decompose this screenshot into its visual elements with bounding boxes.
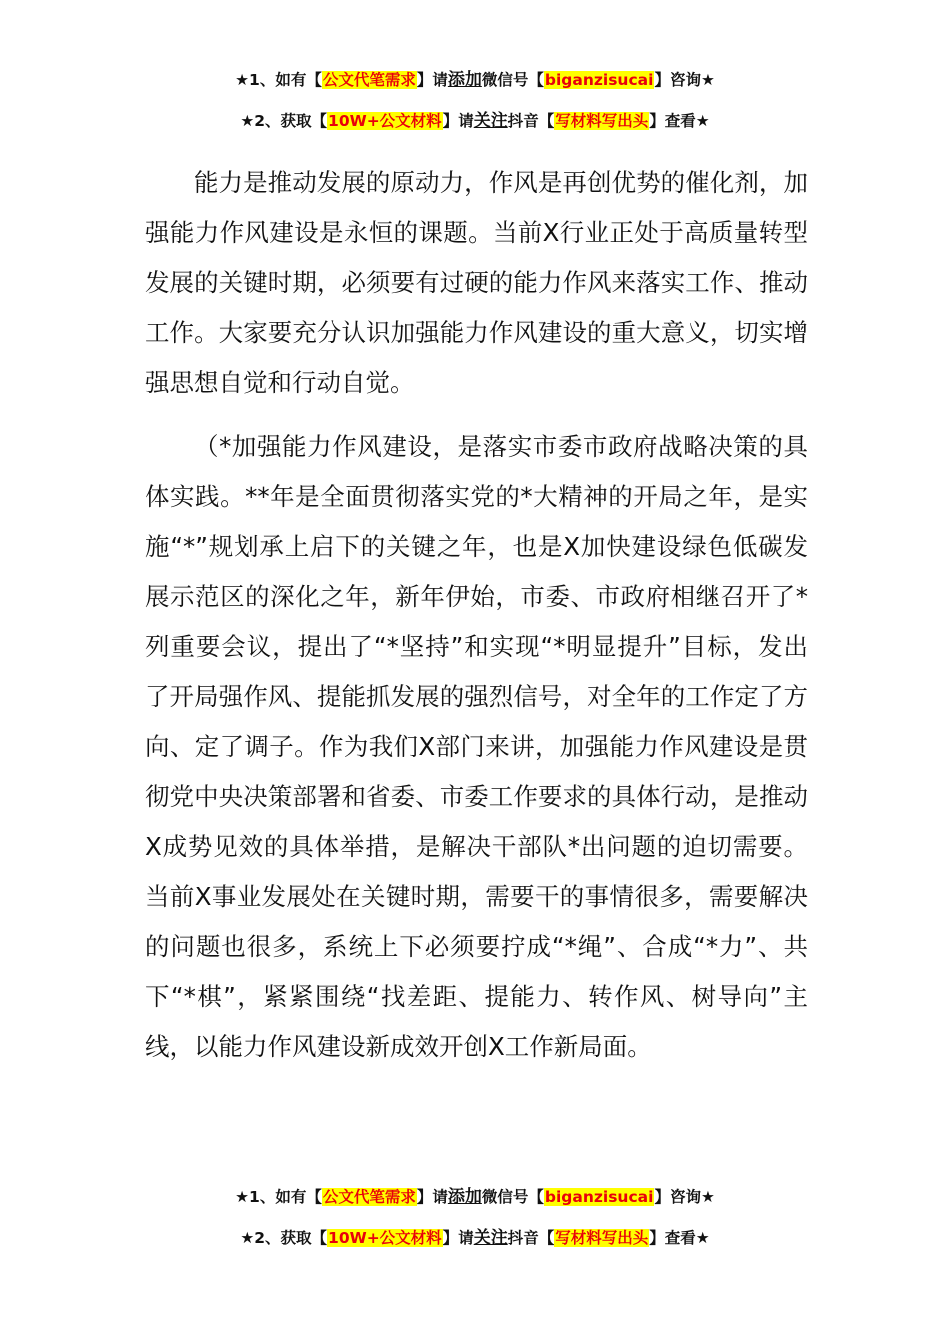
header-promo-line-2	[0, 110, 950, 132]
promo-text: 微信号【	[481, 1188, 544, 1206]
promo-highlight-douyin-account: 写材料写出头	[555, 112, 649, 130]
promo-text: 微信号【	[481, 71, 544, 89]
promo-highlight-service: 公文代笔需求	[322, 1188, 416, 1206]
promo-text: 抖音【	[507, 1229, 555, 1247]
promo-underlined-action: 关注	[473, 1228, 508, 1248]
footer-promo-line-1	[0, 1186, 950, 1208]
promo-underlined-action: 添加	[447, 70, 482, 90]
promo-text: 抖音【	[507, 112, 555, 130]
promo-text: 】请	[442, 112, 474, 130]
promo-suffix: 】查看★	[649, 112, 710, 130]
promo-suffix: 】查看★	[649, 1229, 710, 1247]
promo-highlight-wechat-id: biganzisucai	[544, 71, 654, 89]
promo-suffix: 】咨询★	[654, 71, 715, 89]
promo-prefix: ★2、获取【	[240, 112, 328, 130]
promo-text: 】请	[416, 71, 448, 89]
promo-highlight-wechat-id: biganzisucai	[544, 1188, 654, 1206]
promo-underlined-action: 关注	[473, 111, 508, 131]
promo-highlight-materials: 10W+公文材料	[328, 1229, 442, 1247]
body-paragraph-1: 能力是推动发展的原动力，作风是再创优势的催化剂，加强能力作风建设是永恒的课题。当前X行业正处于高质量转型发展的关键时期，必须要有过硬的能力作风来落实工作、推动工作。大家要充分认识加强能力作风建设的重大意义，切实增强思想自觉和行动自觉。	[145, 168, 808, 397]
promo-highlight-service: 公文代笔需求	[322, 71, 416, 89]
promo-text: 】请	[442, 1229, 474, 1247]
promo-highlight-materials: 10W+公文材料	[328, 112, 442, 130]
header-promo-line-1	[0, 69, 950, 91]
promo-underlined-action: 添加	[447, 1187, 482, 1207]
body-paragraph-2: （*加强能力作风建设，是落实市委市政府战略决策的具体实践。**年是全面贯彻落实党的*大精神的开局之年，是实施“*”规划承上启下的关键之年，也是X加快建设绿色低碳发展示范区的深化之年，新年伊始，市委、市政府相继召开了*列重要会议，提出了“*坚持”和实现“*明显提升”目标，发出了开局强作风、提能抓发展的强烈信号，对全年的工作定了方向、定了调子。作为我们X部门来讲，加强能力作风建设是贯彻党中央决策部署和省委、市委工作要求的具体行动，是推动X成势见效的具体举措，是解决干部队*出问题的迫切需要。当前X事业发展处在关键时期，需要干的事情很多，需要解决的问题也很多，系统上下必须要拧成“*绳”、合成“*力”、共下“*棋”，紧紧围绕“找差距、提能力、转作风、树导向”主线，以能力作风建设新成效开创X工作新局面。	[145, 432, 808, 1061]
promo-prefix: ★1、如有【	[235, 1188, 322, 1206]
promo-prefix: ★2、获取【	[240, 1229, 328, 1247]
promo-suffix: 】咨询★	[654, 1188, 715, 1206]
promo-prefix: ★1、如有【	[235, 71, 322, 89]
promo-highlight-douyin-account: 写材料写出头	[555, 1229, 649, 1247]
promo-text: 】请	[416, 1188, 448, 1206]
footer-promo-line-2	[0, 1227, 950, 1249]
